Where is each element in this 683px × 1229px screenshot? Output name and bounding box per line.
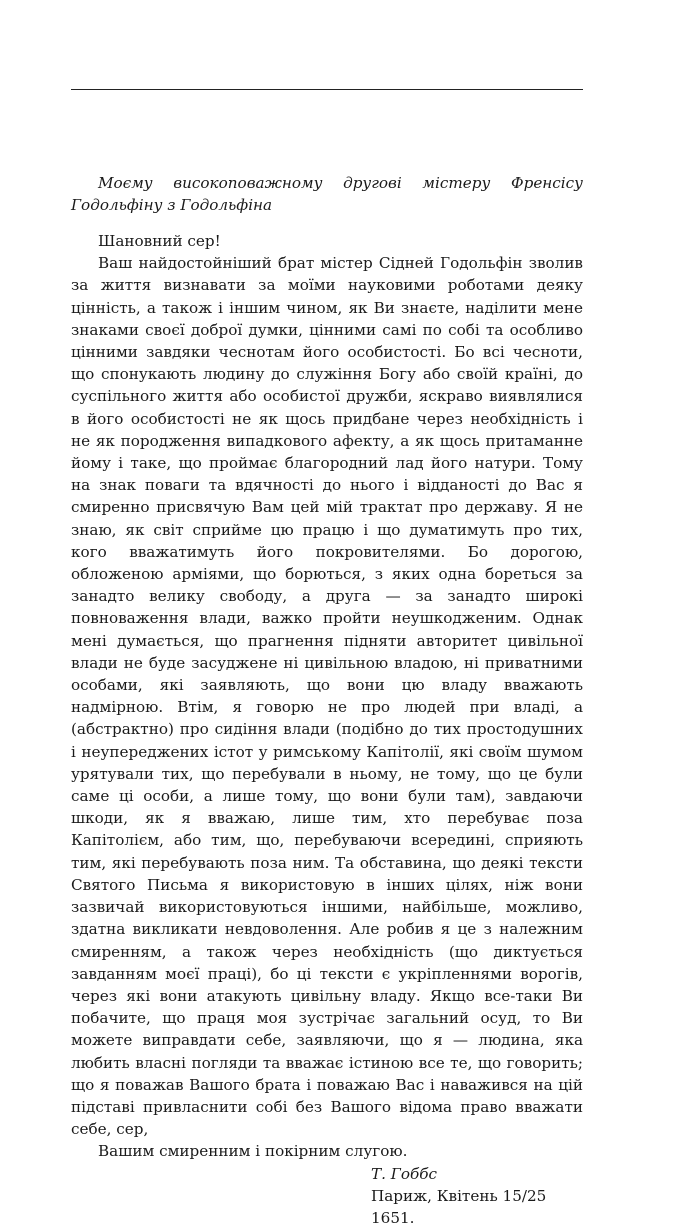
dedication-text: Моєму високоповажному другові містеру Френсісу Годольфіну з Годольфіна [71, 174, 583, 215]
dedication [71, 172, 583, 216]
signature: Т. Гоббс [371, 1164, 438, 1183]
salutation: Шановний сер! [98, 232, 221, 250]
closing-line: Вашим смиренним і покірним слугою. [98, 1142, 408, 1161]
letter-body: Ваш найдостойніший брат містер Сідней Годольфін зволив за життя визнавати за моїми науковими роботами деяку цінність, а також і іншим чином, як Ви знаєте, наділити мене знаками своєї доброї думки, цінними самі по собі та особливо цінними завдяки чеснотам його особистості. Бо всі чесноти, що спонукають людину до служіння Богу або своїй країні, до суспільного життя або особистої дружби, яскраво виявлялися в його особистості не як щось придбане через необхідність і не як породження випадкового афекту, а як щось притаманне йому і таке, що проймає благородний лад його натури. Тому на знак поваги та вдячності до нього і відданості до Вас я смиренно присвячую Вам цей мій трактат про державу. Я не знаю, як світ сприйме цю працю і що думатимуть про тих, кого вважатимуть його покровителями. Бо дорогою, обложеною арміями, що борються, з яких одна бореться за занадто велику свободу, а друга — за занадто широкі повноваження влади, важко пройти неушкодженим. Однак мені думається, що прагнення підняти авторитет цивільної влади не буде засуджене ні цивільною владою, ні приватними особами, які заявляють, що вони цю владу вважають надмірною. Втім, я говорю не про людей при владі, а (абстрактно) про сидіння влади (подібно до тих простодушних і неупереджених істот у римському Капітолії, які своїм шумом урятували тих, що перебували в ньому, не тому, що це були саме ці особи, а лише тому, що вони були там), завдаючи шкоди, як я вважаю, лише тим, хто перебуває поза Капітолієм, або тим, що, перебуваючи всередині, сприяють тим, які перебувають поза ним. Та обставина, що деякі тексти Святого Письма я використовую в інших цілях, ніж вони зазвичай використовуються іншими, найбільше, можливо, здатна викликати невдоволення. Але робив я це з належним смиренням, а також через необхідність (що диктується завданням моєї праці), бо ці тексти є укріпленнями ворогів, через які вони атакують цивільну владу. Якщо все-таки Ви побачите, що праця моя зустрічає загальний осуд, то Ви можете виправдати себе, заявляючи, що я — людина, яка любить власні погляди та вважає істиною все те, що говорить; що я поважав Вашого брата і поважаю Вас і наважився на цій підставі привласнити собі без Вашого відома право вважати себе, сер, [71, 254, 583, 1139]
letter [71, 230, 583, 1229]
top-rule [71, 89, 583, 90]
place-date: Париж, Квітень 15/25 1651. [371, 1186, 547, 1227]
